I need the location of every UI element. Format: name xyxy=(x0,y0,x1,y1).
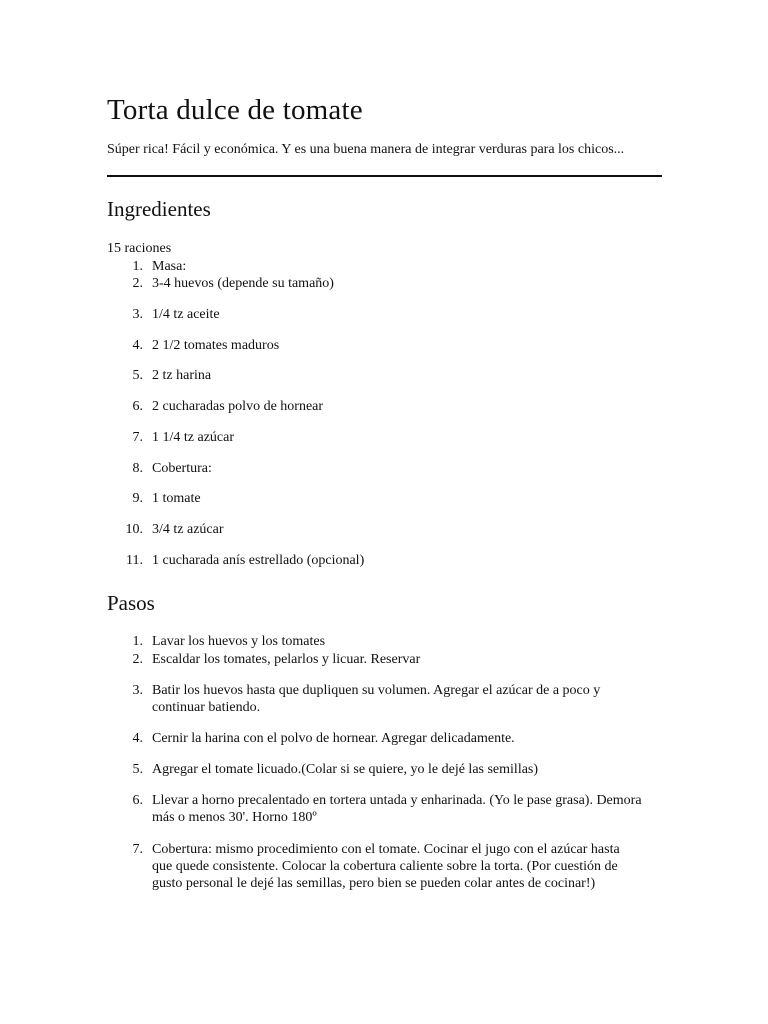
list-number: 10. xyxy=(125,522,143,537)
step-text: Batir los huevos hasta que dupliquen su volumen. Agregar el azúcar de a poco y continuar batiendo. xyxy=(152,683,601,715)
step-text: Lavar los huevos y los tomates xyxy=(152,634,326,649)
ingredient-text: 1/4 tz aceite xyxy=(152,307,220,322)
list-number: 7. xyxy=(132,430,143,445)
list-number: 3. xyxy=(132,683,143,698)
ingredient-text: 1 1/4 tz azúcar xyxy=(152,430,235,445)
ingredient-text: Masa: xyxy=(152,259,187,274)
list-number: 5. xyxy=(132,368,143,383)
ingredient-text: 1 tomate xyxy=(152,491,201,506)
list-number: 3. xyxy=(132,307,143,322)
list-number: 8. xyxy=(132,461,143,476)
list-number: 9. xyxy=(132,491,143,506)
ingredient-text: 2 1/2 tomates maduros xyxy=(152,338,280,353)
list-number: 4. xyxy=(132,338,143,353)
list-number: 2. xyxy=(132,276,143,291)
ingredient-text: 3-4 huevos (depende su tamaño) xyxy=(152,276,334,291)
step-text: Escaldar los tomates, pelarlos y licuar. Reservar xyxy=(152,652,421,667)
list-number: 6. xyxy=(132,793,143,808)
divider-rule xyxy=(107,175,662,177)
step-text: Agregar el tomate licuado.(Colar si se quiere, yo le dejé las semillas) xyxy=(152,762,539,777)
step-text: Llevar a horno precalentado en tortera untada y enharinada. (Yo le pase grasa). Demora más o menos 30'. Horno 180º xyxy=(152,793,642,825)
list-number: 6. xyxy=(132,399,143,414)
ingredient-text: 2 cucharadas polvo de hornear xyxy=(152,399,324,414)
list-number: 1. xyxy=(132,259,143,274)
step-text: Cobertura: mismo procedimiento con el tomate. Cocinar el jugo con el azúcar hasta que quede consistente. Colocar la cobertura caliente sobre la torta. (Por cuestión de gusto personal le dejé las semillas, pero bien se pueden colar antes de cocinar!) xyxy=(152,842,620,891)
list-number: 5. xyxy=(132,762,143,777)
servings-text: 15 raciones xyxy=(107,241,172,256)
ingredients-heading: Ingredientes xyxy=(107,197,211,221)
step-text: Cernir la harina con el polvo de hornear. Agregar delicadamente. xyxy=(152,731,515,746)
ingredient-text: Cobertura: xyxy=(152,461,212,476)
recipe-title: Torta dulce de tomate xyxy=(107,94,363,126)
list-number: 7. xyxy=(132,842,143,857)
list-number: 11. xyxy=(126,553,143,568)
steps-heading: Pasos xyxy=(107,591,155,615)
list-number: 4. xyxy=(132,731,143,746)
list-number: 2. xyxy=(132,652,143,667)
ingredient-text: 3/4 tz azúcar xyxy=(152,522,224,537)
ingredient-text: 2 tz harina xyxy=(152,368,212,383)
ingredient-text: 1 cucharada anís estrellado (opcional) xyxy=(152,553,365,568)
list-number: 1. xyxy=(132,634,143,649)
recipe-subtitle: Súper rica! Fácil y económica. Y es una buena manera de integrar verduras para los chicos... xyxy=(107,142,625,157)
